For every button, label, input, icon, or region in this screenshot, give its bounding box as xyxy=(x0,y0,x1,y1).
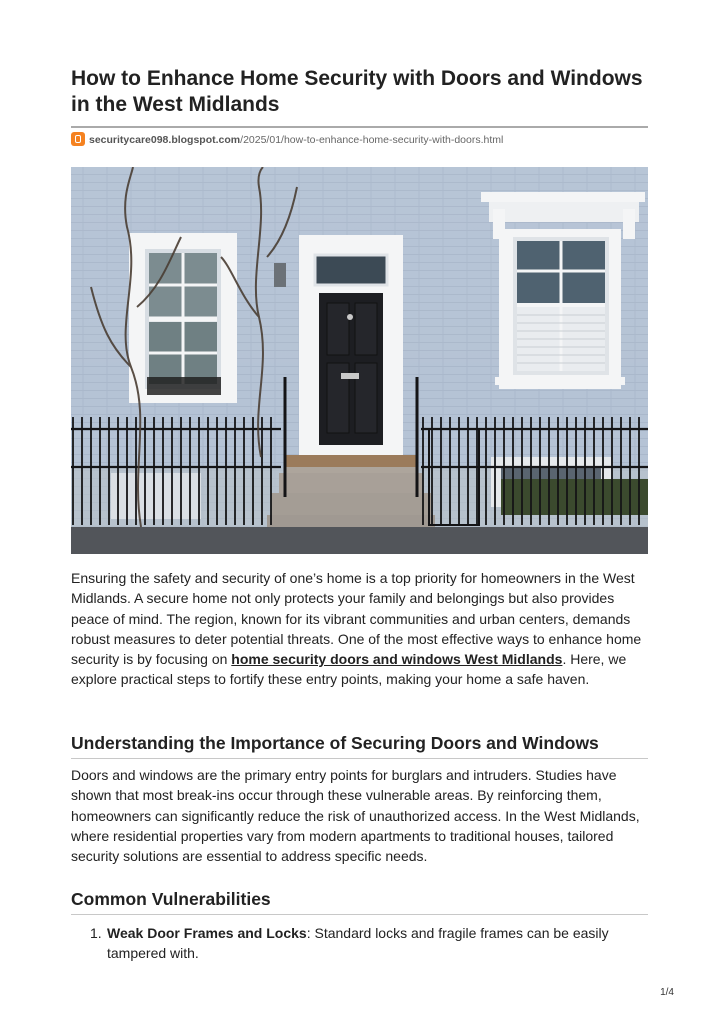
title-divider xyxy=(71,126,648,128)
page-title: How to Enhance Home Security with Doors and Windows in the West Midlands xyxy=(71,67,643,116)
importance-paragraph: Doors and windows are the primary entry points for burglars and intruders. Studies have shown that most break-ins occur through these vulnerable areas. By reinforcing them, homeowners can significantly reduce the risk of unauthorized access. In the West Midlands, where residential properties vary from modern apartments to traditional houses, tailored security solutions are essential to address specific needs. xyxy=(71,767,640,865)
hero-house-photo xyxy=(71,167,648,554)
page-indicator: 1/4 xyxy=(660,987,674,998)
intro-text-end: . Here, we explore practical steps to fortify these entry points, making your home a safe haven. xyxy=(71,651,627,688)
vulnerabilities-list xyxy=(71,923,648,964)
source-line xyxy=(71,132,648,147)
section-heading-vulnerabilities: Common Vulnerabilities xyxy=(71,889,271,909)
intro-paragraph xyxy=(71,568,648,690)
list-item xyxy=(71,923,648,964)
section-divider xyxy=(71,758,648,759)
intro-text-start: Ensuring the safety and security of one’s home is a top priority for homeowners in the West Midlands. A secure home not only protects your family and belongings but also provides peace of mind. The region, known for its vibrant communities and urban centers, demands robust measures to deter potential threats. One of the most effective ways to enhance home security is by focusing on xyxy=(71,570,642,668)
list-item-number: 1. xyxy=(90,925,102,941)
source-path[interactable]: /2025/01/how-to-enhance-home-security-with-doors.html xyxy=(240,134,504,146)
section-heading-importance: Understanding the Importance of Securing Doors and Windows xyxy=(71,733,599,753)
list-item-title: Weak Door Frames and Locks xyxy=(107,925,307,941)
blogger-icon xyxy=(71,132,85,146)
security-doors-link[interactable]: home security doors and windows West Midlands xyxy=(231,651,563,668)
section-divider xyxy=(71,914,648,915)
source-domain[interactable]: securitycare098.blogspot.com xyxy=(89,134,241,146)
list-item-text: : Standard locks and fragile frames can be easily tampered with. xyxy=(107,925,609,962)
